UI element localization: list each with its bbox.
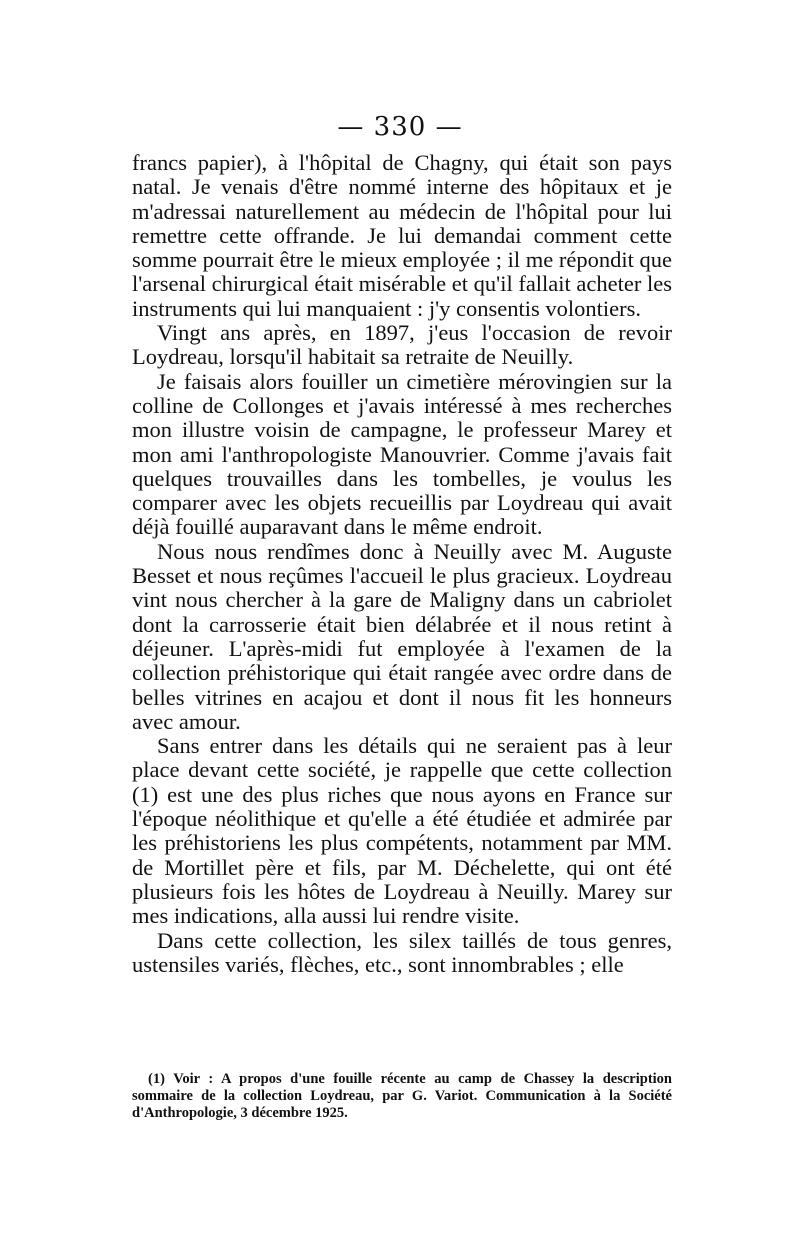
paragraph-3: Je faisais alors fouiller un cimetière mérovingien sur la colline de Collonges et j'avais intéressé à mes recherches mon illustre voisin de campagne, le professeur Marey et mon ami l'anthropologiste Manouvrier. Comme j'avais fait quelques trouvailles dans les tombelles, je voulus les comparer avec les objets recueillis par Loydreau qui avait déjà fouillé auparavant dans le même endroit. xyxy=(132,368,672,540)
paragraph-5: Sans entrer dans les détails qui ne seraient pas à leur place devant cette société, je rappelle que cette collection (1) est une des plus riches que nous ayons en France sur l'époque néolithique et qu'elle a été étudiée et admirée par les préhistoriens les plus compétents, notamment par MM. de Mortillet père et fils, par M. Déchelette, qui ont été plusieurs fois les hôtes de Loydreau à Neuilly. Marey sur mes indications, alla aussi lui rendre visite. xyxy=(132,733,672,929)
body-text xyxy=(132,151,672,977)
paragraph-4: Nous nous rendîmes donc à Neuilly avec M. Auguste Besset et nous reçûmes l'accueil le plus gracieux. Loydreau vint nous chercher à la gare de Maligny dans un cabriolet dont la carrosserie était bien délabrée et il nous retint à déjeuner. L'après-midi fut employée à l'examen de la collection préhistorique qui était rangée avec ordre dans de belles vitrines en acajou et dont il nous fit les honneurs avec amour. xyxy=(132,538,672,734)
paragraph-1: francs papier), à l'hôpital de Chagny, qui était son pays natal. Je venais d'être nommé interne des hôpitaux et je m'adressai naturellement au médecin de l'hôpital pour lui remettre cette offrande. Je lui demandai comment cette somme pourrait être le mieux employée ; il me répondit que l'arsenal chirurgical était misérable et qu'il fallait acheter les instruments qui lui manquaient : j'y consentis volontiers. xyxy=(132,150,672,321)
footnote xyxy=(132,1071,672,1122)
paragraph-6: Dans cette collection, les silex taillés de tous genres, ustensiles variés, flèches, etc., sont innombrables ; elle xyxy=(132,927,672,977)
paragraph-2: Vingt ans après, en 1897, j'eus l'occasion de revoir Loydreau, lorsqu'il habitait sa retraite de Neuilly. xyxy=(132,320,672,370)
page-number: — 330 — xyxy=(337,112,463,142)
footnote-text: (1) Voir : A propos d'une fouille récente au camp de Chassey la description sommaire de la collection Loydreau, par G. Variot. Communication à la Société d'Anthropologie, 3 décembre 1925. xyxy=(132,1071,672,1121)
